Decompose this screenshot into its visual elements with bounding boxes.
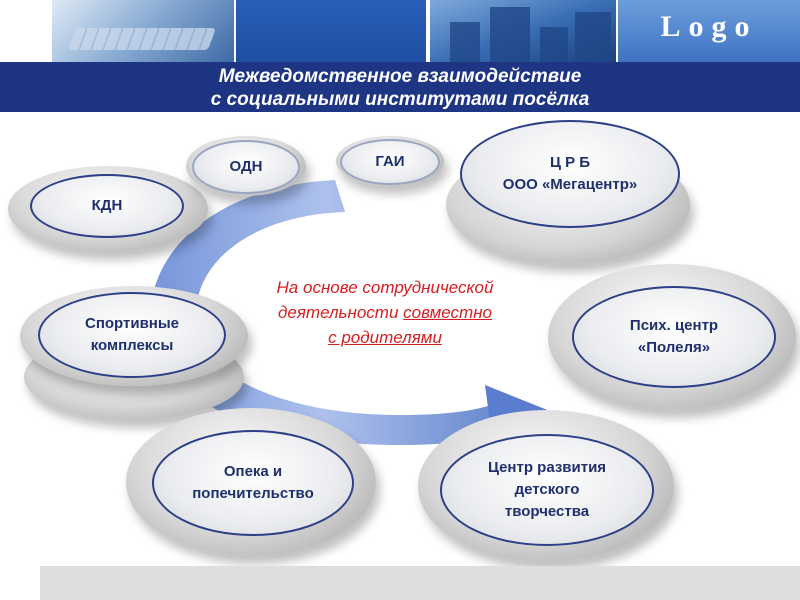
center-text-part: деятельности: [277, 303, 404, 322]
node-label: [85, 313, 179, 357]
node-label: [192, 461, 314, 505]
node-label-line: Центр развития: [487, 459, 607, 476]
node-label-box: [30, 174, 184, 238]
center-text-line-1: На основе сотруднической: [276, 278, 494, 297]
page-title-line-2: с социальными институтами посёлка: [210, 89, 590, 110]
node-center-dev: [418, 410, 674, 564]
node-label-line: Опека и: [223, 463, 283, 480]
node-label-line: ООО «Мегацентр»: [502, 176, 638, 193]
node-label: КДН: [91, 197, 123, 214]
node-opeka: [126, 408, 376, 558]
node-crb: [446, 116, 690, 266]
node-label-box: [340, 139, 440, 185]
node-psych: [548, 264, 796, 414]
center-text-line-2: [215, 300, 555, 325]
center-text: [215, 275, 555, 350]
node-label-line: Ц Р Б: [549, 154, 591, 171]
node-label-line: творчества: [504, 503, 590, 520]
logo-text: Logo: [660, 10, 758, 43]
node-sport: [20, 282, 248, 422]
node-odn: [186, 136, 306, 198]
center-text-underlined: совместно: [403, 303, 492, 322]
center-text-line-3: с родителями: [328, 328, 442, 347]
node-label: ГАИ: [375, 153, 405, 170]
node-label-line: детского: [514, 481, 580, 498]
node-label-box: [152, 430, 354, 536]
node-label-box: [38, 292, 226, 378]
node-label: [630, 315, 718, 359]
footer-bar: [40, 566, 800, 600]
node-label-box: [460, 120, 680, 228]
node-label-line: комплексы: [90, 337, 174, 354]
node-gai: [336, 136, 444, 188]
node-label-line: попечительство: [192, 485, 314, 502]
node-label: [488, 457, 606, 523]
node-label-box: [192, 140, 300, 194]
node-kdn: [8, 162, 208, 254]
page-title-line-1: Межведомственное взаимодействие: [218, 66, 582, 87]
node-label: [503, 152, 637, 196]
node-label-line: Псих. центр: [629, 317, 719, 334]
node-label-line: «Полеля»: [637, 339, 711, 356]
node-label: ОДН: [229, 158, 263, 175]
node-label-box: [440, 434, 654, 546]
node-label-box: [572, 286, 776, 388]
node-label-line: Спортивные: [84, 315, 180, 332]
